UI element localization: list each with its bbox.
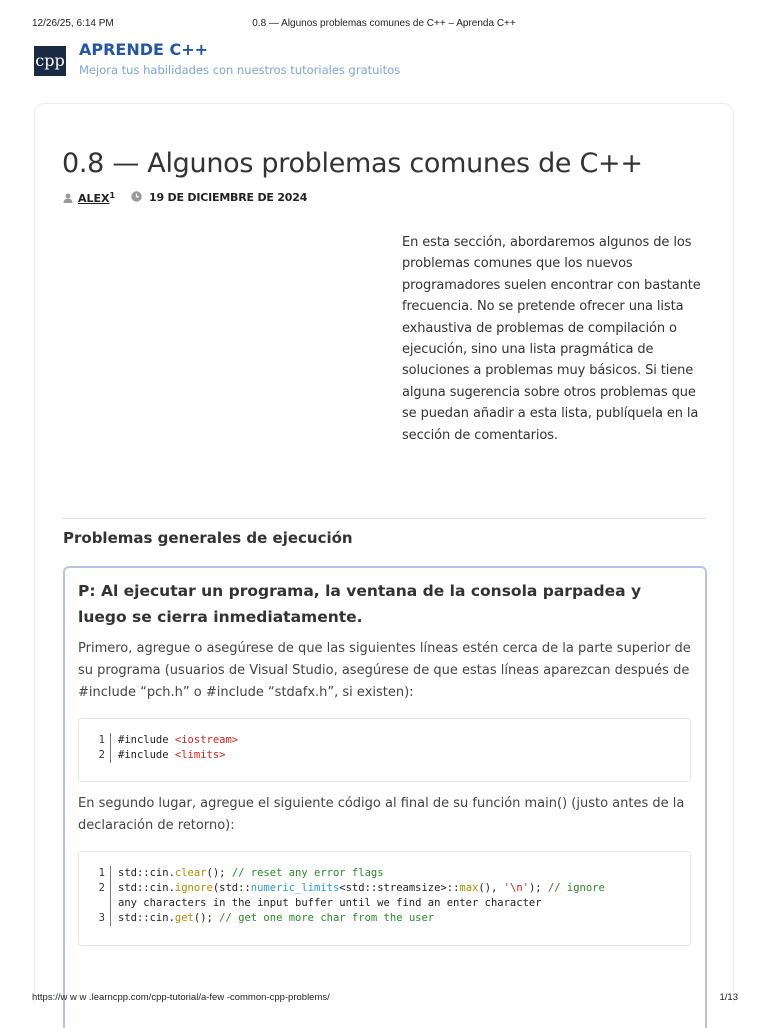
section-divider [62, 518, 706, 519]
site-header [34, 40, 734, 84]
author-link[interactable]: ALEX [78, 192, 110, 205]
line-number: 1 [98, 734, 105, 746]
print-footer [0, 992, 768, 1006]
code-line: 1 std::cin.clear(); // reset any error flags [85, 866, 605, 881]
author-comment-count: 1 [109, 191, 116, 200]
code-line: 1 #include <iostream> [85, 733, 238, 748]
site-logo[interactable]: cpp [34, 46, 66, 76]
page-number: 1/13 [719, 992, 738, 1003]
site-tagline: Mejora tus habilidades con nuestros tutoriales gratuitos [79, 63, 401, 77]
instruction-paragraph-1: Primero, agregue o asegúrese de que las siguientes líneas estén cerca de la parte superior de su programa (usuarios de Visual Studio, asegúrese de que estas líneas aparezcan después de #include “pch.h” o #include “stdafx.h”, si existen): [78, 641, 691, 700]
print-title: 0.8 — Algunos problemas comunes de C++ – Aprenda C++ [252, 18, 516, 29]
publish-date: 19 DE DICIEMBRE DE 2024 [149, 191, 308, 204]
user-icon [63, 193, 73, 203]
section-heading: Problemas generales de ejecución [63, 529, 353, 547]
code-line: 2 std::cin.ignore(std::numeric_limits<std::streamsize>::max(), '\n'); // ignore [85, 881, 605, 896]
code-block-includes[interactable] [78, 718, 691, 782]
line-number: 1 [98, 867, 105, 879]
print-date: 12/26/25, 6:14 PM [32, 18, 114, 29]
print-header [0, 18, 768, 32]
instruction-paragraph-2: En segundo lugar, agregue el siguiente código al final de su función main() (justo antes de la declaración de retorno): [78, 796, 685, 833]
clock-icon [131, 191, 142, 202]
print-url: https://w w w .learncpp.com/cpp-tutorial/a-few -common-cpp-problems/ [32, 992, 330, 1003]
page-title: 0.8 — Algunos problemas comunes de C++ [62, 148, 643, 179]
code-line-wrap: any characters in the input buffer until we find an enter character [85, 896, 605, 911]
line-number: 2 [98, 749, 105, 761]
code-line: 3 std::cin.get(); // get one more char from the user [85, 911, 605, 926]
code-line: 2 #include <limits> [85, 748, 238, 763]
line-number: 2 [98, 882, 105, 894]
site-name-link[interactable]: APRENDE C++ [79, 40, 209, 59]
intro-paragraph: En esta sección, abordaremos algunos de los problemas comunes que los nuevos programadores suelen encontrar con bastante frecuencia. No se pretende ofrecer una lista exhaustiva de problemas de compilación o ejecución, sino una lista pragmática de soluciones a problemas muy básicos. Si tiene alguna sugerencia sobre otros problemas que se puedan añadir a esta lista, publíquela en la sección de comentarios. [402, 235, 701, 443]
code-block-cin[interactable] [78, 851, 691, 946]
author-meta [63, 191, 115, 205]
question-heading: P: Al ejecutar un programa, la ventana de la consola parpadea y luego se cierra inmediatamente. [78, 582, 642, 626]
date-meta [131, 191, 307, 204]
line-number: 3 [98, 912, 105, 924]
